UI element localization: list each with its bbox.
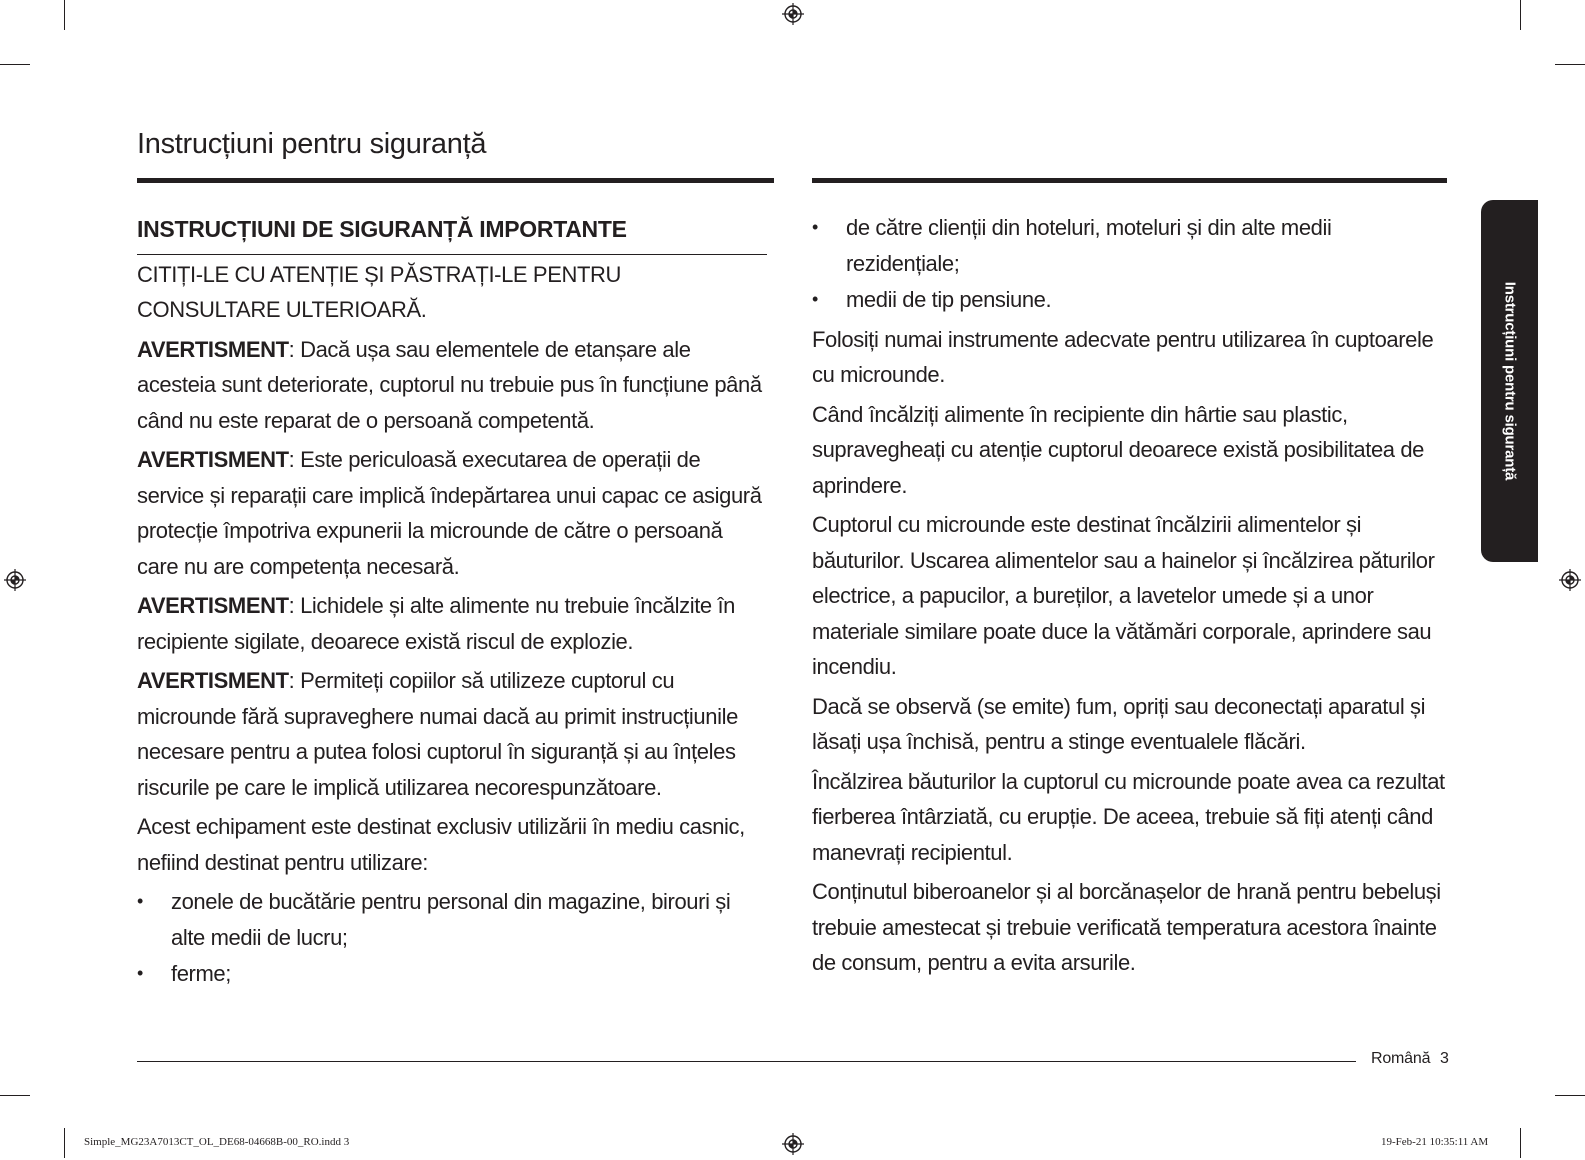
- page-title: Instrucțiuni pentru siguranță: [137, 128, 487, 160]
- bullet-icon: •: [137, 891, 143, 911]
- warning-text: : Dacă ușa sau elementele de etanșare ale acesteia sunt deteriorate, cuptorul nu trebuie pus în funcțiune până când nu este reparat de o persoană competentă.: [137, 336, 762, 433]
- registration-mark-icon: [782, 1133, 804, 1155]
- warning-paragraph: [137, 332, 767, 439]
- crop-mark: [64, 1128, 65, 1158]
- crop-mark: [64, 0, 65, 30]
- list-item-text: medii de tip pensiune.: [846, 287, 1052, 312]
- chapter-side-tab: [1481, 200, 1538, 562]
- footer-language: Română: [1371, 1050, 1431, 1067]
- usage-list-continued: [812, 210, 1446, 318]
- print-slug-timestamp: 19-Feb-21 10:35:11 AM: [1381, 1136, 1489, 1148]
- list-item: [137, 956, 767, 992]
- crop-mark: [0, 64, 30, 65]
- list-item-text: ferme;: [171, 961, 231, 986]
- bullet-icon: •: [812, 217, 818, 237]
- body-paragraph: Dacă se observă (se emite) fum, opriți sau deconectați aparatul și lăsați ușa închisă, pentru a stinge eventualele flăcări.: [812, 693, 1426, 754]
- right-column: [812, 210, 1446, 985]
- warning-paragraph: [137, 588, 767, 659]
- registration-mark-icon: [4, 569, 26, 591]
- body-paragraph: Încălzirea băuturilor la cuptorul cu microunde poate avea ca rezultat fierberea întârziată, cu erupție. De aceea, trebuie să fiți atenți când manevrați recipientul.: [812, 768, 1445, 865]
- crop-mark: [0, 1095, 30, 1096]
- warning-text: : Este periculoasă executarea de operații de service și reparații care implică îndepărtarea unui capac ce asigură protecție împotriva expunerii la microunde de către o persoană care nu are competența necesară.: [137, 447, 762, 579]
- registration-mark-icon: [1559, 569, 1581, 591]
- list-item-text: de către clienții din hoteluri, moteluri și din alte medii rezidențiale;: [846, 215, 1332, 276]
- list-item: [812, 282, 1446, 318]
- bullet-icon: •: [137, 963, 143, 983]
- section-heading: INSTRUCȚIUNI DE SIGURANȚĂ IMPORTANTE: [137, 212, 767, 255]
- warning-text: : Permiteți copiilor să utilizeze cuptorul cu microunde fără supraveghere numai dacă au primit instrucțiunile necesare pentru a putea folosi cuptorul în siguranță și au înțeles riscurile pe care le implică utilizarea necorespunzătoare.: [137, 668, 738, 800]
- header-rule-right: [812, 178, 1447, 183]
- body-paragraph: Cuptorul cu microunde este destinat încălzirii alimentelor și băuturilor. Uscarea alimentelor sau a hainelor și încălzirea păturilor electrice, a papucilor, a bureților, a lavetelor umede și a unor materiale similare poate duce la vătămări corporale, aprindere sau incendiu.: [812, 512, 1435, 679]
- usage-intro-paragraph: Acest echipament este destinat exclusiv utilizării în mediu casnic, nefiind destinat pentru utilizare:: [137, 814, 745, 875]
- warning-label: AVERTISMENT: [137, 447, 289, 472]
- print-slug-file: Simple_MG23A7013CT_OL_DE68-04668B-00_RO.indd 3: [84, 1136, 350, 1148]
- warning-label: AVERTISMENT: [137, 336, 289, 362]
- body-paragraph: Folosiți numai instrumente adecvate pentru utilizarea în cuptoarele cu microunde.: [812, 326, 1434, 387]
- body-paragraph: Conținutul biberoanelor și al borcănașelor de hrană pentru bebeluși trebuie amestecat și trebuie verificată temperatura acestora înainte de consum, pentru a evita arsurile.: [812, 879, 1441, 975]
- list-item: [137, 884, 767, 955]
- warning-text: : Lichidele și alte alimente nu trebuie încălzite în recipiente sigilate, deoarece există riscul de explozie.: [137, 593, 736, 654]
- crop-mark: [1520, 0, 1521, 30]
- body-paragraph: Când încălziți alimente în recipiente din hârtie sau plastic, supravegheați cu atenție cuptorul deoarece există posibilitatea de aprindere.: [812, 401, 1425, 498]
- warning-paragraph: [137, 663, 767, 805]
- warning-label: AVERTISMENT: [137, 668, 289, 693]
- bullet-icon: •: [812, 289, 818, 309]
- page-number: 3: [1440, 1050, 1449, 1067]
- footer-rule: [137, 1061, 1356, 1062]
- crop-mark: [1555, 1095, 1585, 1096]
- intro-paragraph: CITIȚI-LE CU ATENȚIE ȘI PĂSTRAȚI-LE PENTRU CONSULTARE ULTERIOARĂ.: [137, 261, 621, 322]
- registration-mark-icon: [782, 3, 804, 25]
- list-item-text: zonele de bucătărie pentru personal din magazine, birouri și alte medii de lucru;: [171, 889, 731, 950]
- usage-list: [137, 884, 767, 992]
- side-tab-label: Instrucțiuni pentru siguranță: [1501, 281, 1518, 481]
- crop-mark: [1555, 64, 1585, 65]
- crop-mark: [1520, 1128, 1521, 1158]
- list-item: [812, 210, 1446, 281]
- left-column: [137, 212, 767, 996]
- warning-label: AVERTISMENT: [137, 593, 289, 618]
- header-rule-left: [137, 178, 774, 183]
- warning-paragraph: [137, 442, 767, 584]
